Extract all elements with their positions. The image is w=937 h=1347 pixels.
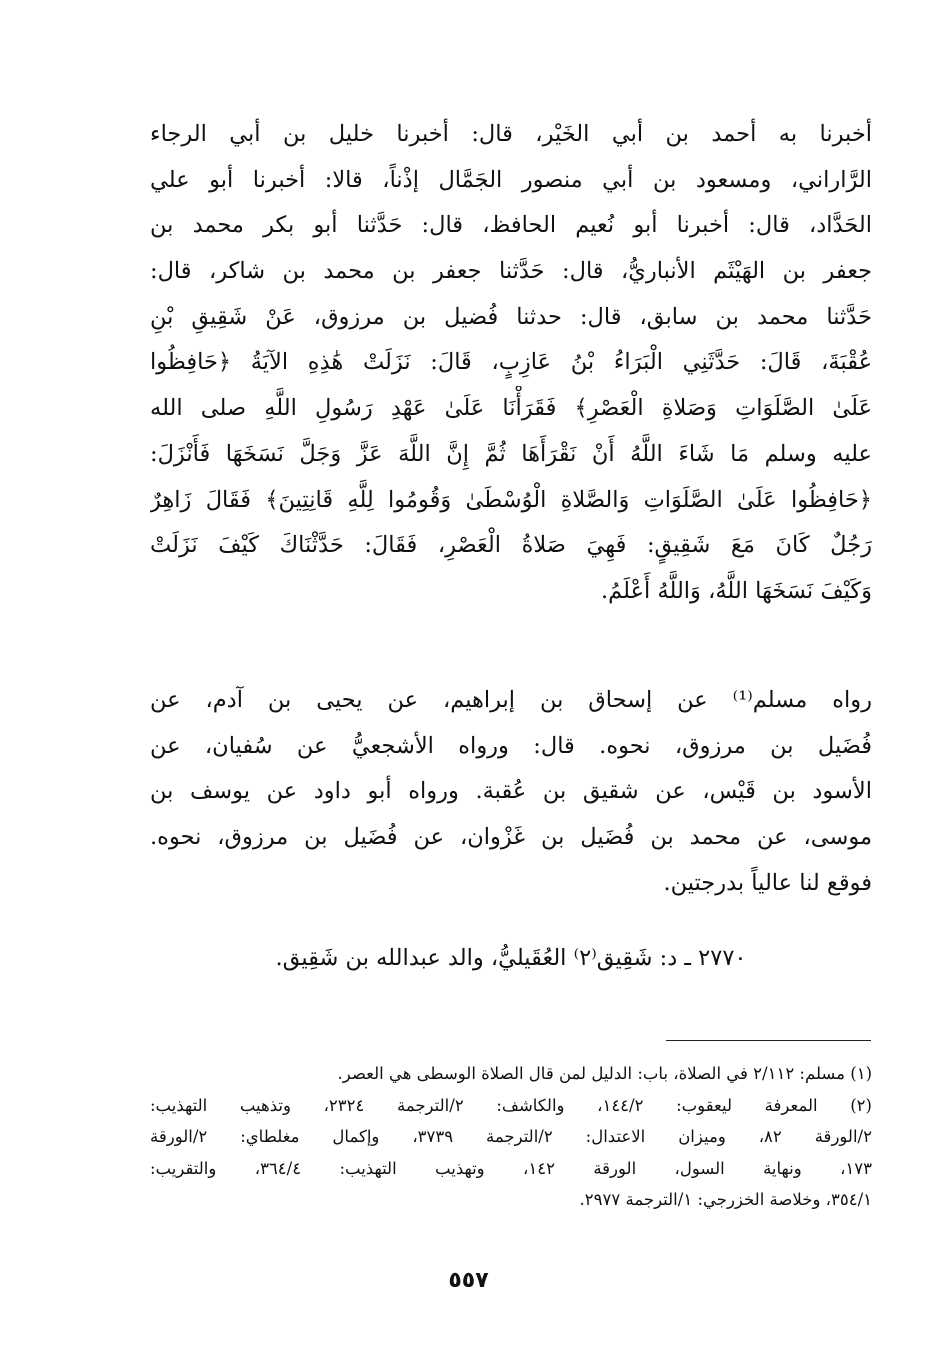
text-line: حَدَّثنا محمد بن سابق، قال: حدثنا فُضيل بن مرزوق، عَنْ شَقِيقِ بْنِ (150, 303, 872, 330)
text-line: فُضَيل بن مرزوق، نحوه. قال: ورواه الأشجعيُّ عن سُفيان، عن (150, 732, 872, 759)
text-line: رَجُلٌ كَانَ مَعَ شَقِيقٍ: فَهِيَ صَلاةُ الْعَصْرِ، فَقَالَ: حَدَّثْنَاكَ كَيْفَ نَزَلَتْ (150, 532, 872, 559)
text-line: أخبرنا به أحمد بن أبي الخَيْر، قال: أخبرنا خليل بن أبي الرجاء (150, 121, 872, 147)
narration-paragraph (150, 678, 872, 906)
footnotes (150, 1058, 872, 1216)
text-line: رواه مسلم⁽¹⁾ عن إسحاق بن إبراهيم، عن يحيى بن آدم، عن (150, 687, 872, 713)
text-line: الحَدَّاد، قال: أخبرنا أبو نُعيم الحافظ، قال: حَدَّثنا أبو بكر محمد بن (150, 212, 872, 239)
footnote-line: ٢/الورقة ٨٢، وميزان الاعتدال: ٢/الترجمة ٣٧٣٩، وإكمال مغلطاي: ٢/الورقة (150, 1127, 872, 1146)
text-line: عُقْبَةَ، قَالَ: حَدَّثَنِي الْبَرَاءُ بْنُ عَازِبٍ، قَالَ: نَزَلَتْ هَٰذِهِ الآيَةُ ﴿حَافِظُوا (150, 349, 872, 376)
text-line: عليه وسلم مَا شَاءَ اللَّهُ أَنْ نَقْرَأَهَا ثُمَّ إِنَّ اللَّهَ عَزَّ وَجَلَّ نَسَخَهَا فَأَنْزَلَ: (150, 440, 872, 467)
text-line: عَلَىٰ الصَّلَوَاتِ وَصَلاةِ الْعَصْرِ﴾ فَقَرَأْنَا عَلَىٰ عَهْدِ رَسُولِ اللَّهِ صلى الله (150, 395, 872, 422)
text-line: موسى، عن محمد بن فُضَيل بن غَزْوان، عن فُضَيل بن مرزوق، نحوه. (150, 824, 872, 851)
text-line: الرَّاراني، ومسعود بن أبي منصور الجَمَّال إذْناً، قالا: أخبرنا أبو علي (150, 166, 872, 193)
page-number: ٥٥٧ (448, 1268, 489, 1293)
footnote-line: ٣٥٤/١، وخلاصة الخزرجي: ١/الترجمة ٢٩٧٧. (579, 1190, 872, 1209)
footnote-line: (١) مسلم: ٢/١١٢ في الصلاة، باب: الدليل لمن قال الصلاة الوسطى هي العصر. (337, 1064, 872, 1083)
footnote-divider (666, 1040, 871, 1041)
footnote-line: ١٧٣، ونهاية السول، الورقة ١٤٢، وتهذيب التهذيب: ٣٦٤/٤، والتقريب: (150, 1158, 872, 1178)
text-line: الأسود بن قَيْس، عن شقيق بن عُقبة. ورواه أبو داود عن يوسف بن (150, 778, 872, 805)
text-line: فوقع لنا عالياً بدرجتين. (663, 869, 872, 896)
footnote-line: (٢) المعرفة ليعقوب: ١٤٤/٢، والكاشف: ٢/الترجمة ٢٣٢٤، وتذهيب التهذيب: (150, 1095, 872, 1115)
text-line: جعفر بن الهَيْثَم الأنباريُّ، قال: حَدَّثنا جعفر بن محمد بن شاكر، قال: (150, 258, 872, 285)
hadith-paragraph (150, 112, 872, 615)
text-line: وَكَيْفَ نَسَخَهَا اللَّهُ، وَاللَّهُ أَعْلَمُ. (601, 577, 872, 604)
text-line: ﴿حَافِظُوا عَلَىٰ الصَّلَوَاتِ وَالصَّلاةِ الْوُسْطَىٰ وَقُومُوا لِلَّهِ قَانِتِينَ﴾ فَقَالَ زَاهِرٌ (150, 486, 872, 513)
biography-entry-heading: ٢٧٧٠ ـ د: شَقِيق⁽٢⁾ العُقَيليُّ، والد عبدالله بن شَقِيق. (275, 945, 747, 971)
